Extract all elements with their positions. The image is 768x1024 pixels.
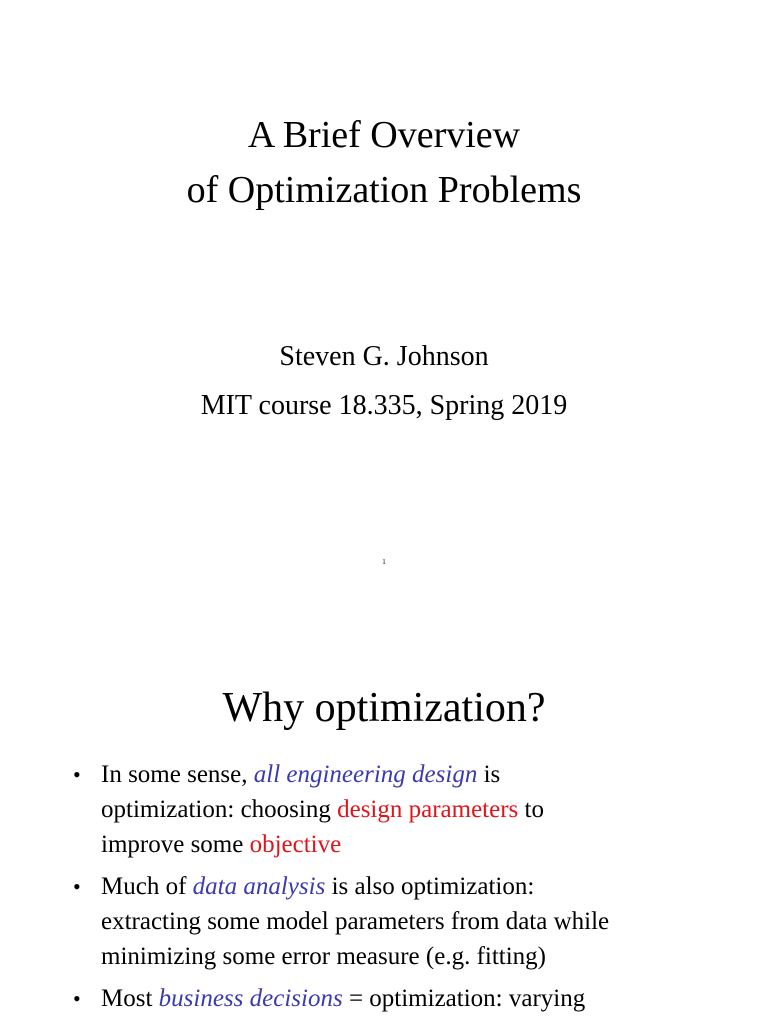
- bullet-line: [101, 869, 720, 904]
- bullet-line: [101, 827, 720, 862]
- slide-title: Why optimization?: [222, 685, 546, 731]
- text-run: is: [477, 761, 501, 788]
- slide-title-line-1: A Brief Overview: [247, 114, 521, 156]
- text-run: to: [518, 796, 544, 823]
- page-number: 1: [382, 558, 386, 566]
- emphasis-term: business decisions: [158, 985, 343, 1012]
- bullet-line: [101, 757, 720, 792]
- bullet-line: [101, 981, 720, 1016]
- text-run: improve some: [101, 831, 250, 858]
- emphasis-term: all engineering design: [253, 761, 478, 788]
- bullet-dot-icon: •: [73, 874, 81, 899]
- text-run: extracting some model parameters from data while: [101, 908, 610, 935]
- bullet-list: [70, 757, 720, 1023]
- bullet-dot-icon: •: [73, 762, 81, 787]
- text-run: minimizing some error measure (e.g. fitting): [101, 943, 547, 970]
- bullet-line: [101, 939, 720, 974]
- bullet-item: [70, 869, 720, 974]
- bullet-dot-icon: •: [73, 986, 81, 1011]
- author-name: Steven G. Johnson: [279, 341, 489, 372]
- content-slide: [0, 600, 768, 1024]
- text-run: is also optimization:: [325, 873, 535, 900]
- bullet-line: [101, 904, 720, 939]
- text-run: In some sense,: [101, 761, 254, 788]
- text-run: optimization: choosing: [101, 796, 338, 823]
- text-run: Much of: [101, 873, 193, 900]
- text-run: Most: [101, 985, 159, 1012]
- emphasis-term: data analysis: [192, 873, 326, 900]
- text-run: = optimization: varying: [342, 985, 586, 1012]
- course-info: MIT course 18.335, Spring 2019: [200, 390, 568, 421]
- highlight-term: design parameters: [337, 796, 519, 823]
- bullet-item: [70, 757, 720, 862]
- slide-title-line-2: of Optimization Problems: [186, 169, 582, 211]
- highlight-term: objective: [249, 831, 342, 858]
- bullet-item: [70, 981, 720, 1016]
- bullet-line: [101, 792, 720, 827]
